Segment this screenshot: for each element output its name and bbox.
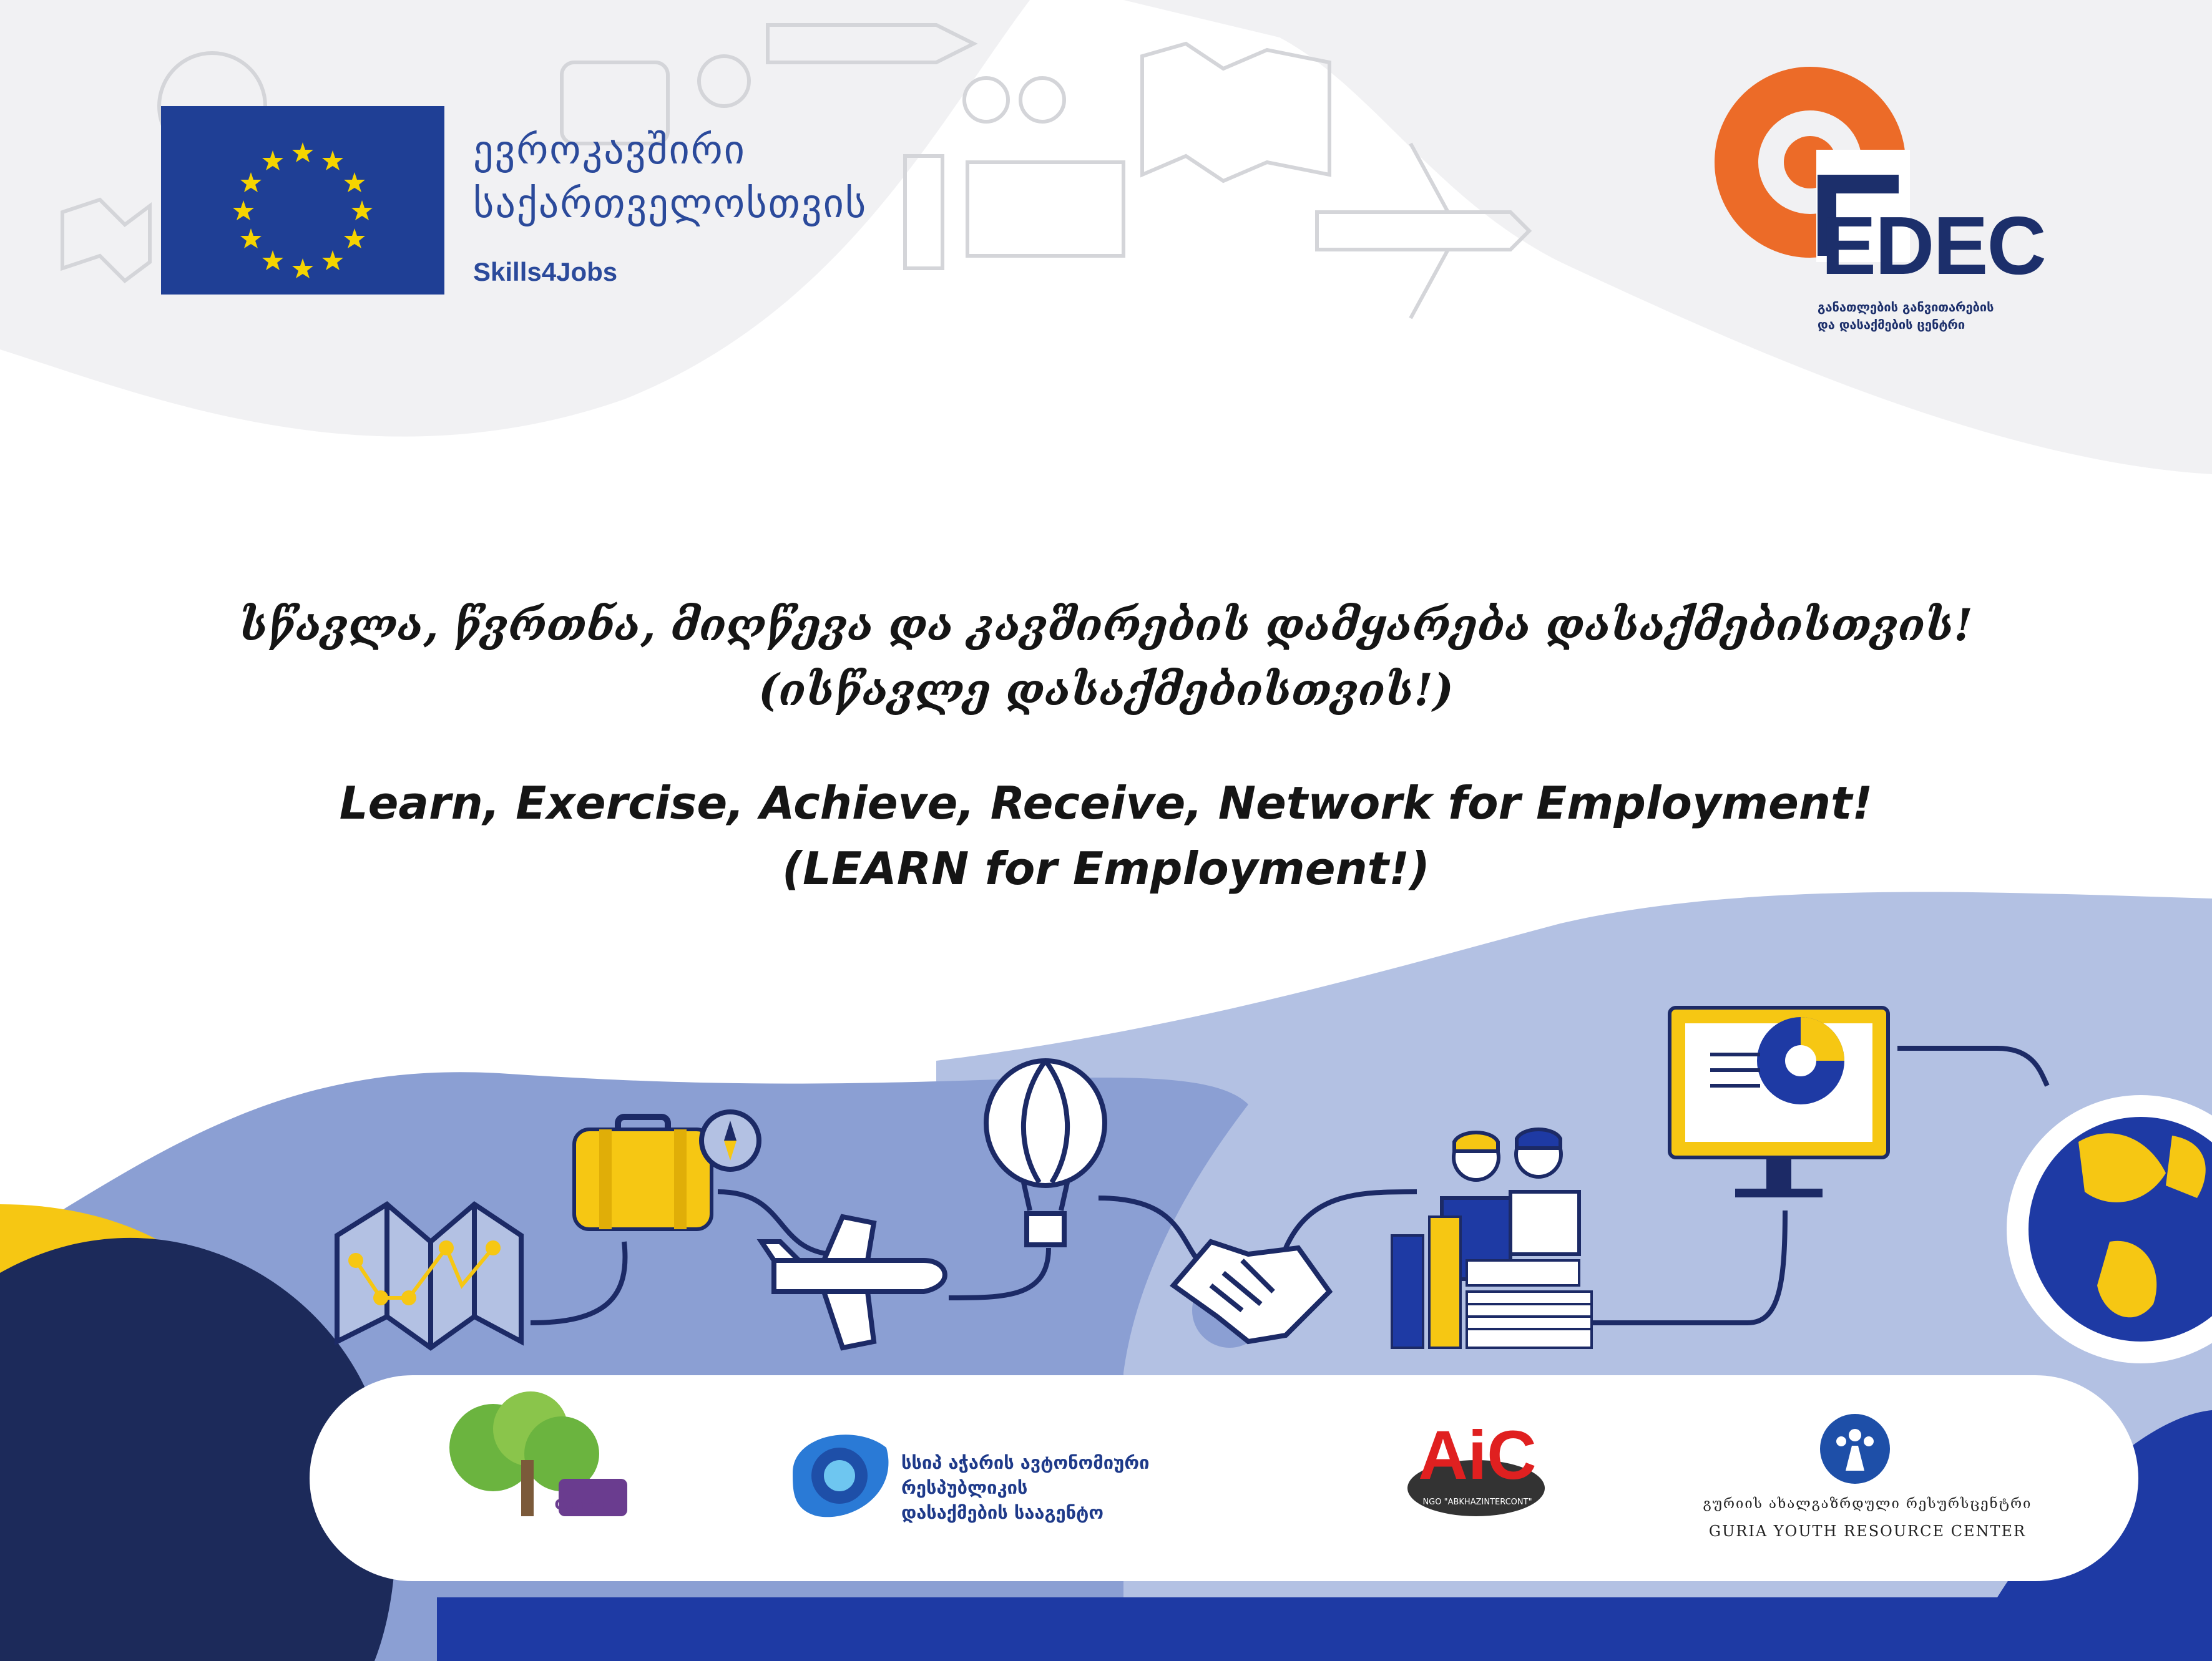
eu-title-line2: საქართველოსთვის <box>473 181 868 227</box>
headline-en-line1: Learn, Exercise, Achieve, Receive, Network for Employment! <box>339 777 1873 829</box>
eu-program: Skills4Jobs <box>473 257 618 286</box>
eu-title-line1: ევროკავშირი <box>473 127 746 173</box>
tree-center-logo-icon <box>424 1391 637 1535</box>
ajara-agency-line1: სსიპ აჭარის ავტონომიური რესპუბლიკის <box>901 1452 1150 1498</box>
guria-youth-name-en: GURIA YOUTH RESOURCE CENTER <box>1708 1522 2027 1540</box>
map-icon <box>337 1204 521 1348</box>
edec-desc-line1: განათლების განვითარების <box>1818 300 1994 314</box>
hot-air-balloon-icon <box>986 1061 1105 1245</box>
guria-youth-name-ka: გურიის ახალგაზრდული რესურსცენტრი <box>1703 1496 2032 1512</box>
headline-ka-line2: (ისწავლე დასაქმებისთვის!) <box>758 664 1454 716</box>
monitor-chart-icon <box>1670 1008 1888 1197</box>
airplane-icon <box>761 1217 945 1348</box>
tree-center-label: Center <box>554 1498 607 1513</box>
compass-icon <box>702 1112 759 1169</box>
people-icon <box>1442 1129 1579 1279</box>
ajara-agency-line2: დასაქმების სააგენტო <box>901 1502 1104 1523</box>
handshake-icon <box>1173 1242 1329 1348</box>
edec-desc-line2: და დასაქმების ცენტრი <box>1818 317 1965 332</box>
aic-subtitle: NGO "ABKHAZINTERCONT" <box>1422 1498 1532 1507</box>
ajara-agency-logo-icon <box>780 1423 899 1522</box>
aic-letters: AiC <box>1418 1417 1537 1494</box>
guria-youth-logo-icon <box>1818 1411 1892 1486</box>
headline-en-line2: (LEARN for Employment!) <box>782 842 1430 895</box>
headline-ka-line1: სწავლა, წვრთნა, მიღწევა და კავშირების დამყარება დასაქმებისთვის! <box>239 599 1973 651</box>
globe-icon <box>2016 1104 2212 1354</box>
ajara-agency-name <box>901 1450 1276 1525</box>
suitcase-icon <box>574 1117 712 1229</box>
edec-name: EDEC <box>1821 200 2045 291</box>
